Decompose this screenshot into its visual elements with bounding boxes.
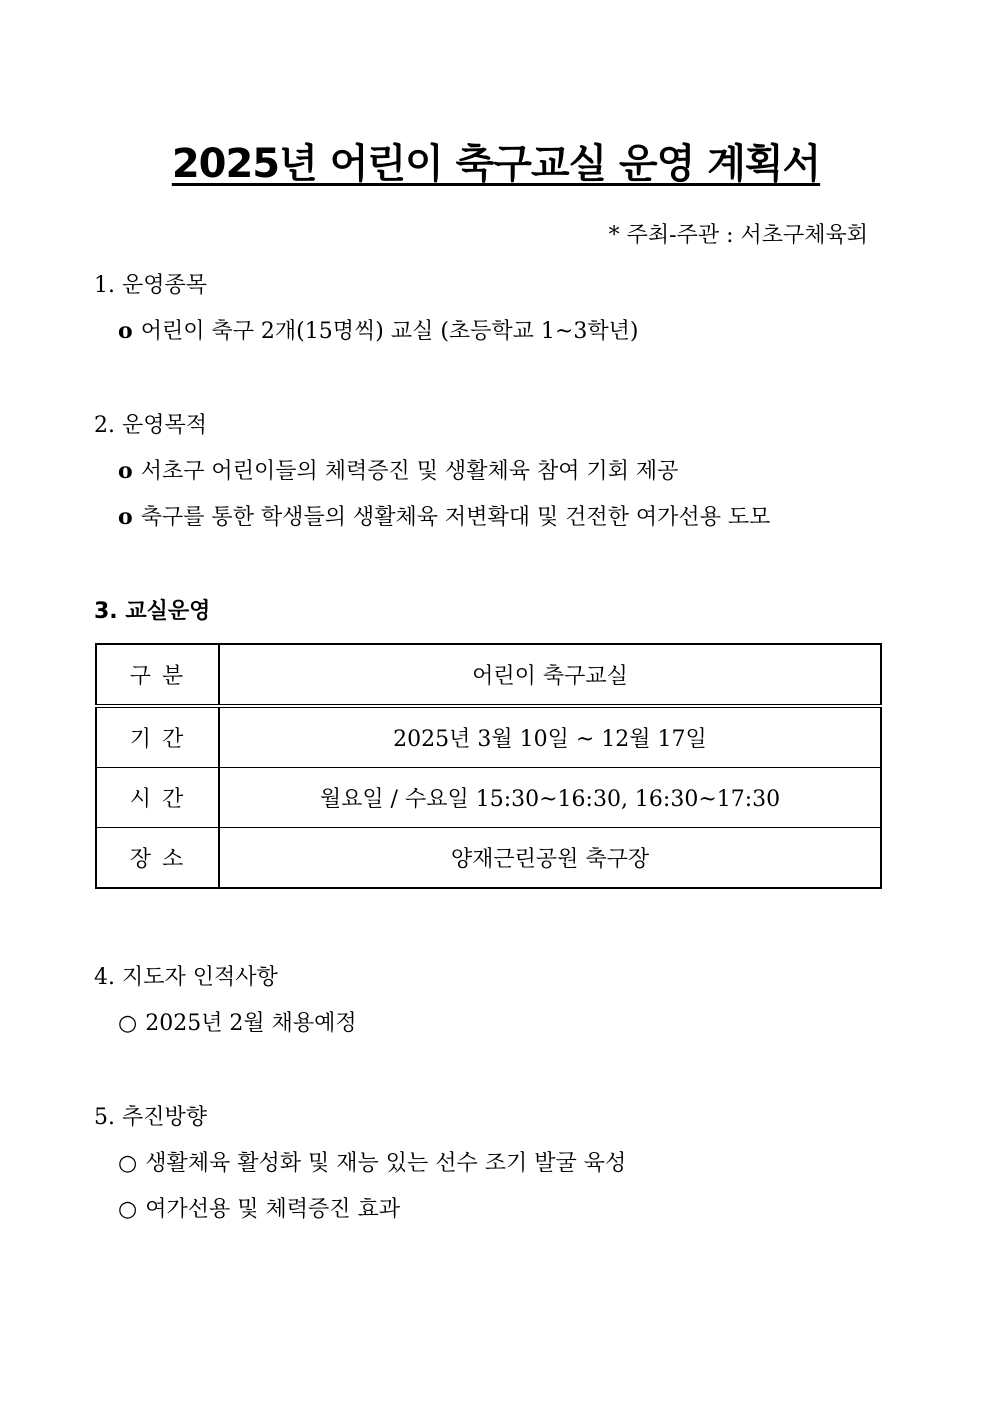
table-row-place (96, 828, 881, 889)
table-row-value: 2025년 3월 10일 ~ 12월 17일 (219, 706, 881, 768)
bullet-mark: ○ (118, 1011, 138, 1036)
section-2-item-2 (118, 500, 770, 531)
table-row-label: 기 간 (96, 706, 219, 768)
section-4-item-1-text: 2025년 2월 채용예정 (145, 1011, 357, 1036)
table-row-value: 양재근린공원 축구장 (219, 828, 881, 889)
document-title-text: 2025년 어린이 축구교실 운영 계획서 (171, 141, 821, 187)
section-1-item-1 (118, 314, 638, 345)
section-4-item-1 (118, 1006, 357, 1037)
table-row-label: 장 소 (96, 828, 219, 889)
bullet-mark: ○ (118, 1197, 138, 1222)
table-header-value: 어린이 축구교실 (219, 644, 881, 706)
operations-table (95, 643, 882, 889)
section-5-heading: 5. 추진방향 (94, 1105, 207, 1130)
table-row-label: 시 간 (96, 768, 219, 828)
section-1-heading: 1. 운영종목 (94, 273, 207, 298)
section-5-item-2 (118, 1192, 400, 1223)
table-header-row (96, 644, 881, 706)
section-1-item-1-text: 어린이 축구 2개(15명씩) 교실 (초등학교 1~3학년) (140, 319, 639, 344)
organizer-note: * 주최-주관 : 서초구체육회 (608, 223, 868, 248)
bullet-mark: o (118, 504, 133, 530)
bullet-mark: o (118, 318, 133, 344)
section-3-heading: 3. 교실운영 (94, 599, 211, 624)
section-5-item-1 (118, 1146, 626, 1177)
table-row-period (96, 706, 881, 768)
table-header-label: 구 분 (96, 644, 219, 706)
bullet-mark: o (118, 458, 133, 484)
section-2-item-1 (118, 454, 678, 485)
section-5-item-2-text: 여가선용 및 체력증진 효과 (145, 1197, 400, 1222)
section-2-item-2-text: 축구를 통한 학생들의 생활체육 저변확대 및 건전한 여가선용 도모 (140, 505, 771, 530)
bullet-mark: ○ (118, 1151, 138, 1176)
document-title (0, 132, 992, 189)
table-row-time (96, 768, 881, 828)
table-row-value: 월요일 / 수요일 15:30~16:30, 16:30~17:30 (219, 768, 881, 828)
section-5-item-1-text: 생활체육 활성화 및 재능 있는 선수 조기 발굴 육성 (145, 1151, 627, 1176)
section-2-item-1-text: 서초구 어린이들의 체력증진 및 생활체육 참여 기회 제공 (140, 459, 679, 484)
section-2-heading: 2. 운영목적 (94, 413, 207, 438)
section-4-heading: 4. 지도자 인적사항 (94, 965, 278, 990)
